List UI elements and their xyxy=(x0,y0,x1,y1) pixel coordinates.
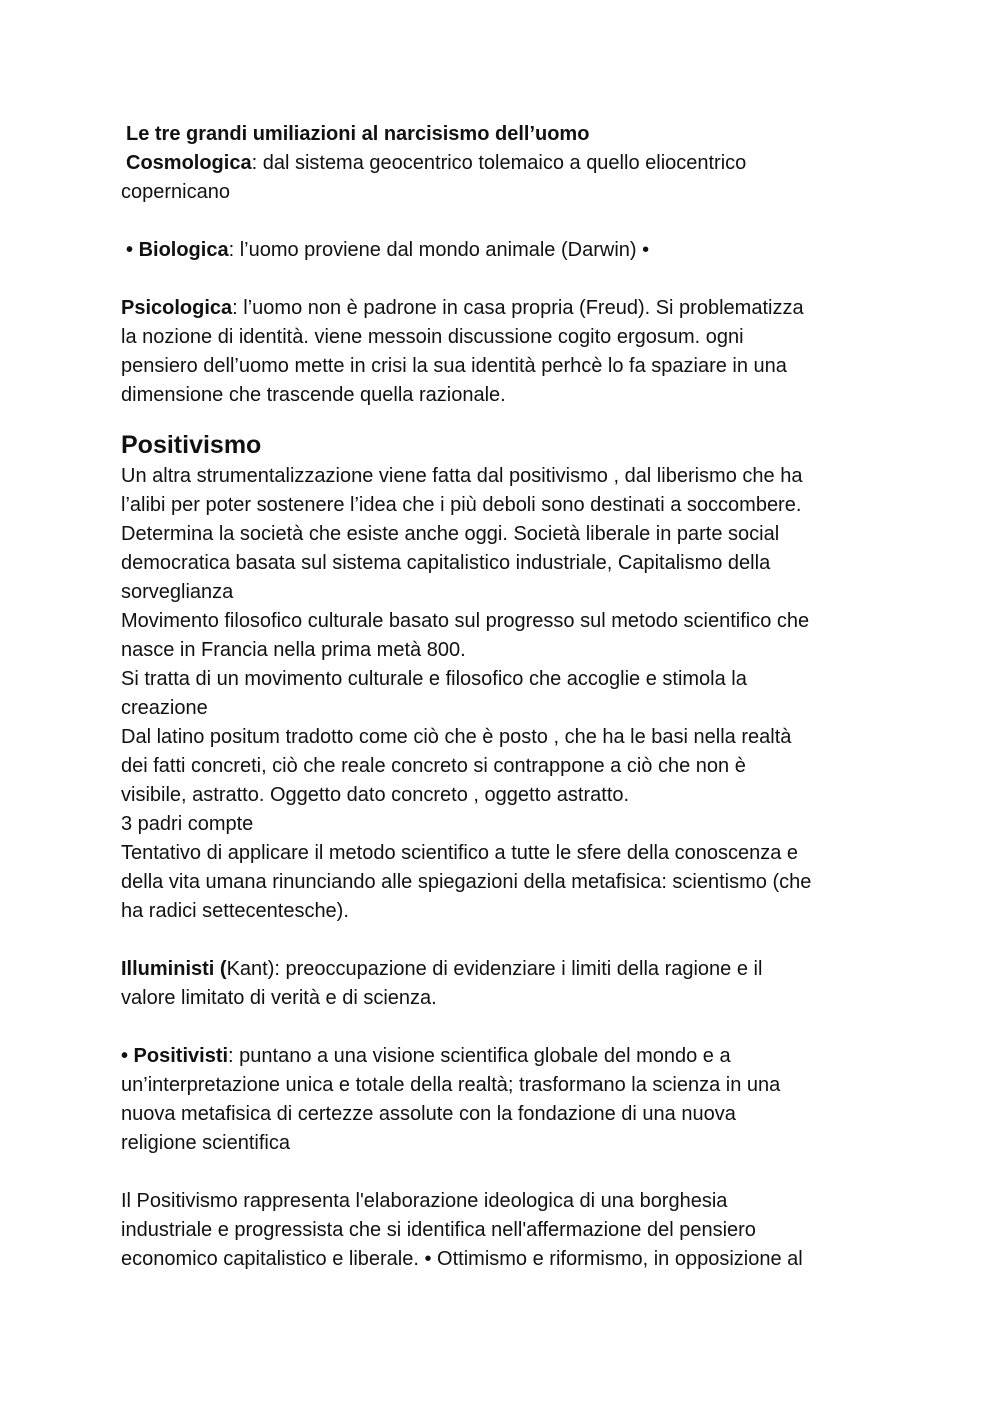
illuministi-line-1: Illuministi (Kant): preoccupazione di evidenziare i limiti della ragione e il xyxy=(121,958,763,980)
paragraph-line: ha radici settecentesche). xyxy=(121,900,349,922)
document-title: Le tre grandi umiliazioni al narcisismo dell’uomo xyxy=(126,123,590,145)
paragraph-line: Movimento filosofico culturale basato sul progresso sul metodo scientifico che xyxy=(121,610,810,632)
document-page xyxy=(121,120,891,1274)
spacer xyxy=(121,265,891,294)
biologica-line: • Biologica: l’uomo proviene dal mondo animale (Darwin) • xyxy=(126,239,650,261)
cosmologica-term: Cosmologica xyxy=(126,152,252,174)
paragraph-line: dei fatti concreti, ciò che reale concreto si contrappone a ciò che non è xyxy=(121,755,746,777)
spacer xyxy=(121,1013,891,1042)
positivisti-line-1: • Positivisti: puntano a una visione scientifica globale del mondo e a xyxy=(121,1045,731,1067)
paragraph-line: democratica basata sul sistema capitalistico industriale, Capitalismo della xyxy=(121,552,771,574)
paragraph-line: della vita umana rinunciando alle spiegazioni della metafisica: scientismo (che xyxy=(121,871,812,893)
paragraph-line: Un altra strumentalizzazione viene fatta dal positivismo , dal liberismo che ha xyxy=(121,465,803,487)
psicologica-term: Psicologica xyxy=(121,297,233,319)
conclusione-line-1: Il Positivismo rappresenta l'elaborazione ideologica di una borghesia xyxy=(121,1190,728,1212)
illuministi-term: Illuministi ( xyxy=(121,958,227,980)
section-heading-positivismo: Positivismo xyxy=(121,431,262,459)
cosmologica-line-2: copernicano xyxy=(121,181,230,203)
psicologica-line-1: Psicologica: l’uomo non è padrone in casa propria (Freud). Si problematizza xyxy=(121,297,804,319)
psicologica-line-2: la nozione di identità. viene messoin discussione cogito ergosum. ogni xyxy=(121,326,744,348)
positivismo-paragraph xyxy=(121,462,891,926)
paragraph-line: creazione xyxy=(121,697,208,719)
paragraph-line: Si tratta di un movimento culturale e filosofico che accoglie e stimola la xyxy=(121,668,747,690)
spacer xyxy=(121,1158,891,1187)
paragraph-line: Dal latino positum tradotto come ciò che è posto , che ha le basi nella realtà xyxy=(121,726,792,748)
psicologica-line-4: dimensione che trascende quella razionale. xyxy=(121,384,506,406)
illuministi-line-2: valore limitato di verità e di scienza. xyxy=(121,987,437,1009)
spacer xyxy=(121,926,891,955)
paragraph-line: Determina la società che esiste anche oggi. Società liberale in parte social xyxy=(121,523,780,545)
cosmologica-line-1: Cosmologica: dal sistema geocentrico tolemaico a quello eliocentrico xyxy=(126,152,747,174)
paragraph-line: sorveglianza xyxy=(121,581,234,603)
paragraph-line: l’alibi per poter sostenere l’idea che i più deboli sono destinati a soccombere. xyxy=(121,494,802,516)
spacer xyxy=(121,207,891,236)
positivisti-line-2: un’interpretazione unica e totale della realtà; trasformano la scienza in una xyxy=(121,1074,781,1096)
positivisti-line-4: religione scientifica xyxy=(121,1132,290,1154)
biologica-term: • Biologica xyxy=(126,239,229,261)
paragraph-line: 3 padri compte xyxy=(121,813,254,835)
paragraph-line: nasce in Francia nella prima metà 800. xyxy=(121,639,466,661)
paragraph-line: visibile, astratto. Oggetto dato concreto , oggetto astratto. xyxy=(121,784,630,806)
conclusione-line-3: economico capitalistico e liberale. • Ottimismo e riformismo, in opposizione al xyxy=(121,1248,803,1270)
conclusione-line-2: industriale e progressista che si identifica nell'affermazione del pensiero xyxy=(121,1219,756,1241)
psicologica-line-3: pensiero dell’uomo mette in crisi la sua identità perhcè lo fa spaziare in una xyxy=(121,355,787,377)
paragraph-line: Tentativo di applicare il metodo scientifico a tutte le sfere della conoscenza e xyxy=(121,842,799,864)
positivisti-term: • Positivisti xyxy=(121,1045,229,1067)
positivisti-line-3: nuova metafisica di certezze assolute con la fondazione di una nuova xyxy=(121,1103,736,1125)
